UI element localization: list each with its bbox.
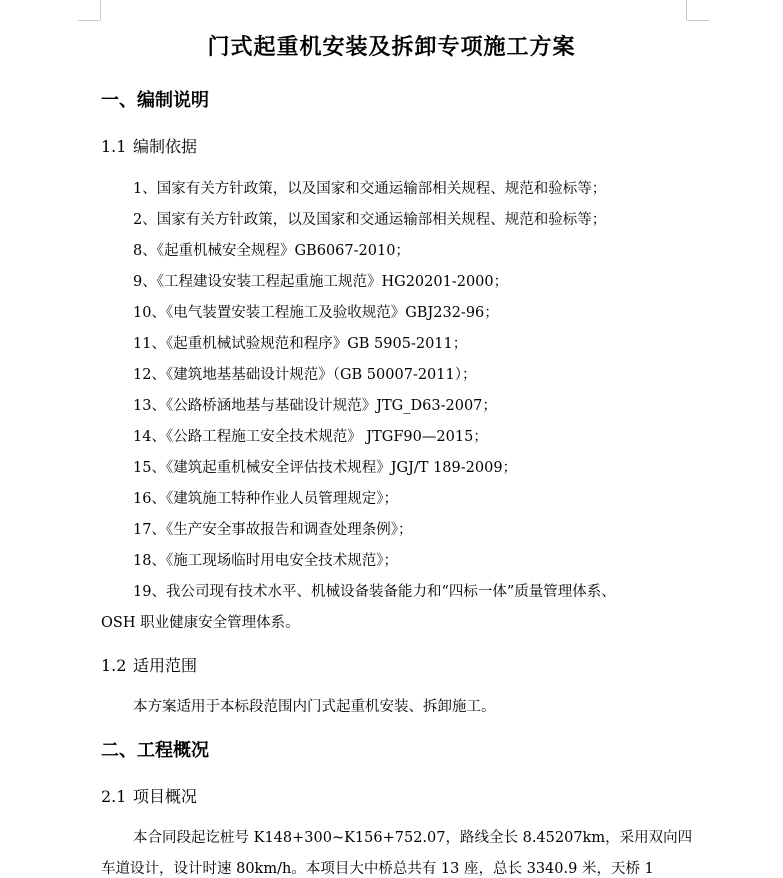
basis-item: 18、《施工现场临时用电安全技术规范》； [133,553,398,569]
subsection-title: 适用范围 [133,656,198,675]
section-heading-2: 二、工程概况 [101,740,209,761]
basis-item: 15、《建筑起重机械安全评估技术规程》JGJ/T 189-2009； [133,460,518,476]
basis-item: 16、《建筑施工特种作业人员管理规定》； [133,491,398,507]
basis-item: 19、我公司现有技术水平、机械设备装备能力和“四标一体”质量管理体系、 [133,584,616,600]
subsection-title: 编制依据 [133,137,198,156]
subsection-number: 1.2 [101,656,127,675]
document-title: 门式起重机安装及拆卸专项施工方案 [207,34,576,60]
basis-item: 8、《起重机械安全规程》GB6067-2010； [133,243,410,259]
crop-mark-top-left-v [100,0,101,20]
basis-item: 1、国家有关方针政策，以及国家和交通运输部相关规程、规范和验标等； [133,181,607,197]
crop-mark-top-left-h [78,20,100,21]
scope-paragraph: 本方案适用于本标段范围内门式起重机安装、拆卸施工。 [133,699,496,715]
subsection-number: 1.1 [101,137,127,156]
basis-item: 11、《起重机械试验规范和程序》GB 5905-2011； [133,336,468,352]
basis-item: 14、《公路工程施工安全技术规范》 JTGF90—2015； [133,429,488,445]
subsection-heading-1-1 [101,134,197,157]
subsection-number: 2.1 [101,787,127,806]
basis-item: 13、《公路桥涵地基与基础设计规范》JTG_D63-2007； [133,398,497,414]
section-heading-1: 一、编制说明 [101,90,209,111]
subsection-heading-2-1 [101,784,197,807]
basis-item: 17、《生产安全事故报告和调查处理条例》； [133,522,413,538]
crop-mark-top-right-h [687,20,709,21]
basis-item: 2、国家有关方针政策，以及国家和交通运输部相关规程、规范和验标等； [133,212,607,228]
crop-mark-top-right-v [686,0,687,20]
overview-paragraph-line-1: 本合同段起讫桩号 K148+300~K156+752.07，路线全长 8.45207km，采用双向四 [133,830,693,846]
subsection-heading-1-2 [101,653,197,676]
basis-item: 12、《建筑地基基础设计规范》（GB 50007-2011）； [133,367,477,383]
basis-item: 10、《电气装置安装工程施工及验收规范》GBJ232-96； [133,305,499,321]
basis-item-continuation: OSH 职业健康安全管理体系。 [101,615,300,631]
basis-item: 9、《工程建设安装工程起重施工规范》HG20201-2000； [133,274,509,290]
subsection-title: 项目概况 [133,787,198,806]
overview-paragraph-line-2: 车道设计，设计时速 80km/h。本项目大中桥总共有 13 座，总长 3340.9 米，天桥 1 [101,861,654,877]
